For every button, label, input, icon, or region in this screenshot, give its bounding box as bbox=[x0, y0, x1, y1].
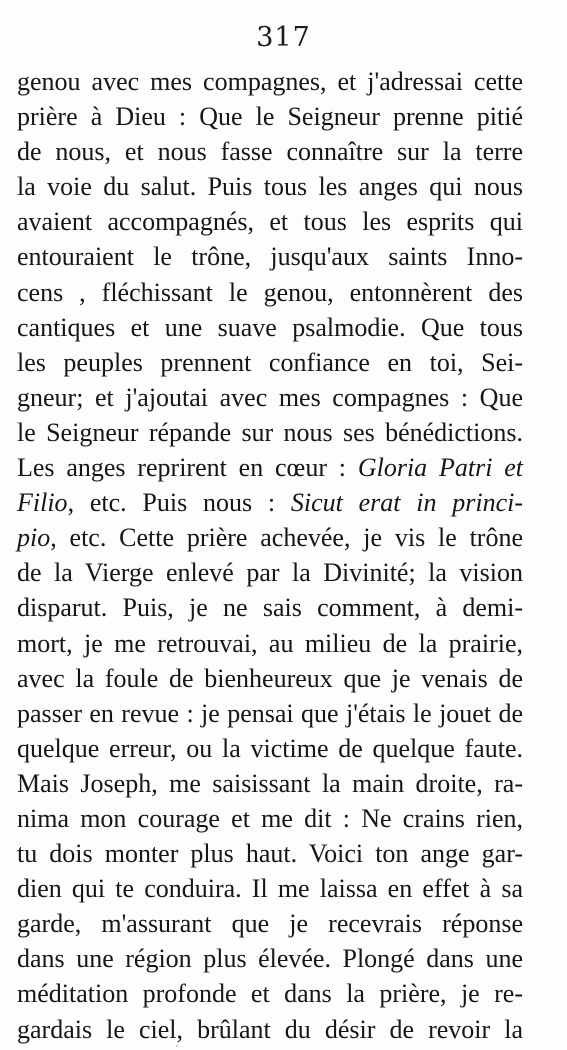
text-span: Mais Joseph, me saisissant la main droite, ra- bbox=[17, 768, 523, 798]
text-span: dien qui te conduira. Il me laissa en effet à sa bbox=[17, 874, 523, 904]
text-span: dans une région plus élevée. Plongé dans une bbox=[17, 944, 523, 974]
text-span: de nous, et nous fasse connaître sur la terre bbox=[17, 137, 523, 167]
text-span: méditation profonde et dans la prière, je re- bbox=[17, 979, 523, 1009]
text-span: cantiques et une suave psalmodie. Que tous bbox=[17, 312, 523, 342]
body-text bbox=[17, 64, 523, 1047]
text-line bbox=[17, 626, 523, 661]
text-line bbox=[17, 204, 523, 239]
text-line bbox=[17, 239, 523, 274]
text-span: , etc. Puis nous : bbox=[67, 488, 291, 518]
text-line bbox=[17, 731, 523, 766]
text-line bbox=[17, 134, 523, 169]
text-span: genou avec mes compagnes, et j'adressai cette bbox=[17, 67, 523, 96]
text-line bbox=[17, 590, 523, 625]
text-span: cens , fléchissant le genou, entonnèrent des bbox=[17, 277, 523, 307]
text-line bbox=[17, 380, 523, 415]
text-line bbox=[17, 450, 523, 485]
text-line bbox=[17, 836, 523, 871]
text-span: avec la foule de bienheureux que je venais de bbox=[17, 663, 523, 693]
text-line bbox=[17, 696, 523, 731]
italic-text-span: Gloria Patri et bbox=[357, 453, 523, 483]
text-span: passer en revue : je pensai que j'étais le jouet de bbox=[17, 698, 523, 728]
text-line bbox=[17, 169, 523, 204]
text-line bbox=[17, 1012, 523, 1047]
text-span: mort, je me retrouvai, au milieu de la prairie, bbox=[17, 628, 523, 658]
text-line bbox=[17, 976, 523, 1011]
text-span: entouraient le trône, jusqu'aux saints Inno- bbox=[17, 242, 523, 272]
ink-speck bbox=[176, 1045, 178, 1047]
text-span: garde, m'assurant que je recevrais réponse bbox=[17, 909, 523, 939]
text-line bbox=[17, 485, 523, 520]
text-line bbox=[17, 310, 523, 345]
text-line bbox=[17, 64, 523, 99]
text-line bbox=[17, 555, 523, 590]
text-line bbox=[17, 801, 523, 836]
text-line bbox=[17, 871, 523, 906]
text-span: disparut. Puis, je ne sais comment, à demi- bbox=[17, 593, 523, 623]
italic-text-span: pio bbox=[17, 523, 51, 553]
text-line bbox=[17, 941, 523, 976]
text-span: le Seigneur répande sur nous ses bénédictions. bbox=[17, 417, 523, 447]
text-span: quelque erreur, ou la victime de quelque faute. bbox=[17, 733, 523, 763]
text-span: prière à Dieu : Que le Seigneur prenne pitié bbox=[17, 102, 523, 132]
text-line bbox=[17, 275, 523, 310]
text-span: gardais le ciel, brûlant du désir de revoir la bbox=[17, 1014, 523, 1044]
text-span: de la Vierge enlevé par la Divinité; la vision bbox=[17, 558, 523, 588]
text-span: gneur; et j'ajoutai avec mes compagnes : Que bbox=[17, 382, 523, 412]
text-line bbox=[17, 906, 523, 941]
text-line bbox=[17, 520, 523, 555]
text-span: nima mon courage et me dit : Ne crains rien, bbox=[17, 803, 523, 833]
italic-text-span: Sicut erat in princi- bbox=[290, 488, 523, 518]
italic-text-span: Filio bbox=[17, 488, 68, 518]
text-line bbox=[17, 345, 523, 380]
text-line bbox=[17, 766, 523, 801]
text-span: la voie du salut. Puis tous les anges qui nous bbox=[17, 172, 523, 202]
text-span: , etc. Cette prière achevée, je vis le trône bbox=[50, 523, 523, 553]
text-line bbox=[17, 415, 523, 450]
page-number: 317 bbox=[256, 22, 311, 53]
text-span: avaient accompagnés, et tous les esprits qui bbox=[17, 207, 523, 237]
text-span: les peuples prennent confiance en toi, Sei- bbox=[17, 347, 523, 377]
text-span: Les anges reprirent en cœur : bbox=[17, 453, 358, 483]
text-span: tu dois monter plus haut. Voici ton ange gar- bbox=[17, 839, 523, 869]
text-line bbox=[17, 661, 523, 696]
text-line bbox=[17, 99, 523, 134]
